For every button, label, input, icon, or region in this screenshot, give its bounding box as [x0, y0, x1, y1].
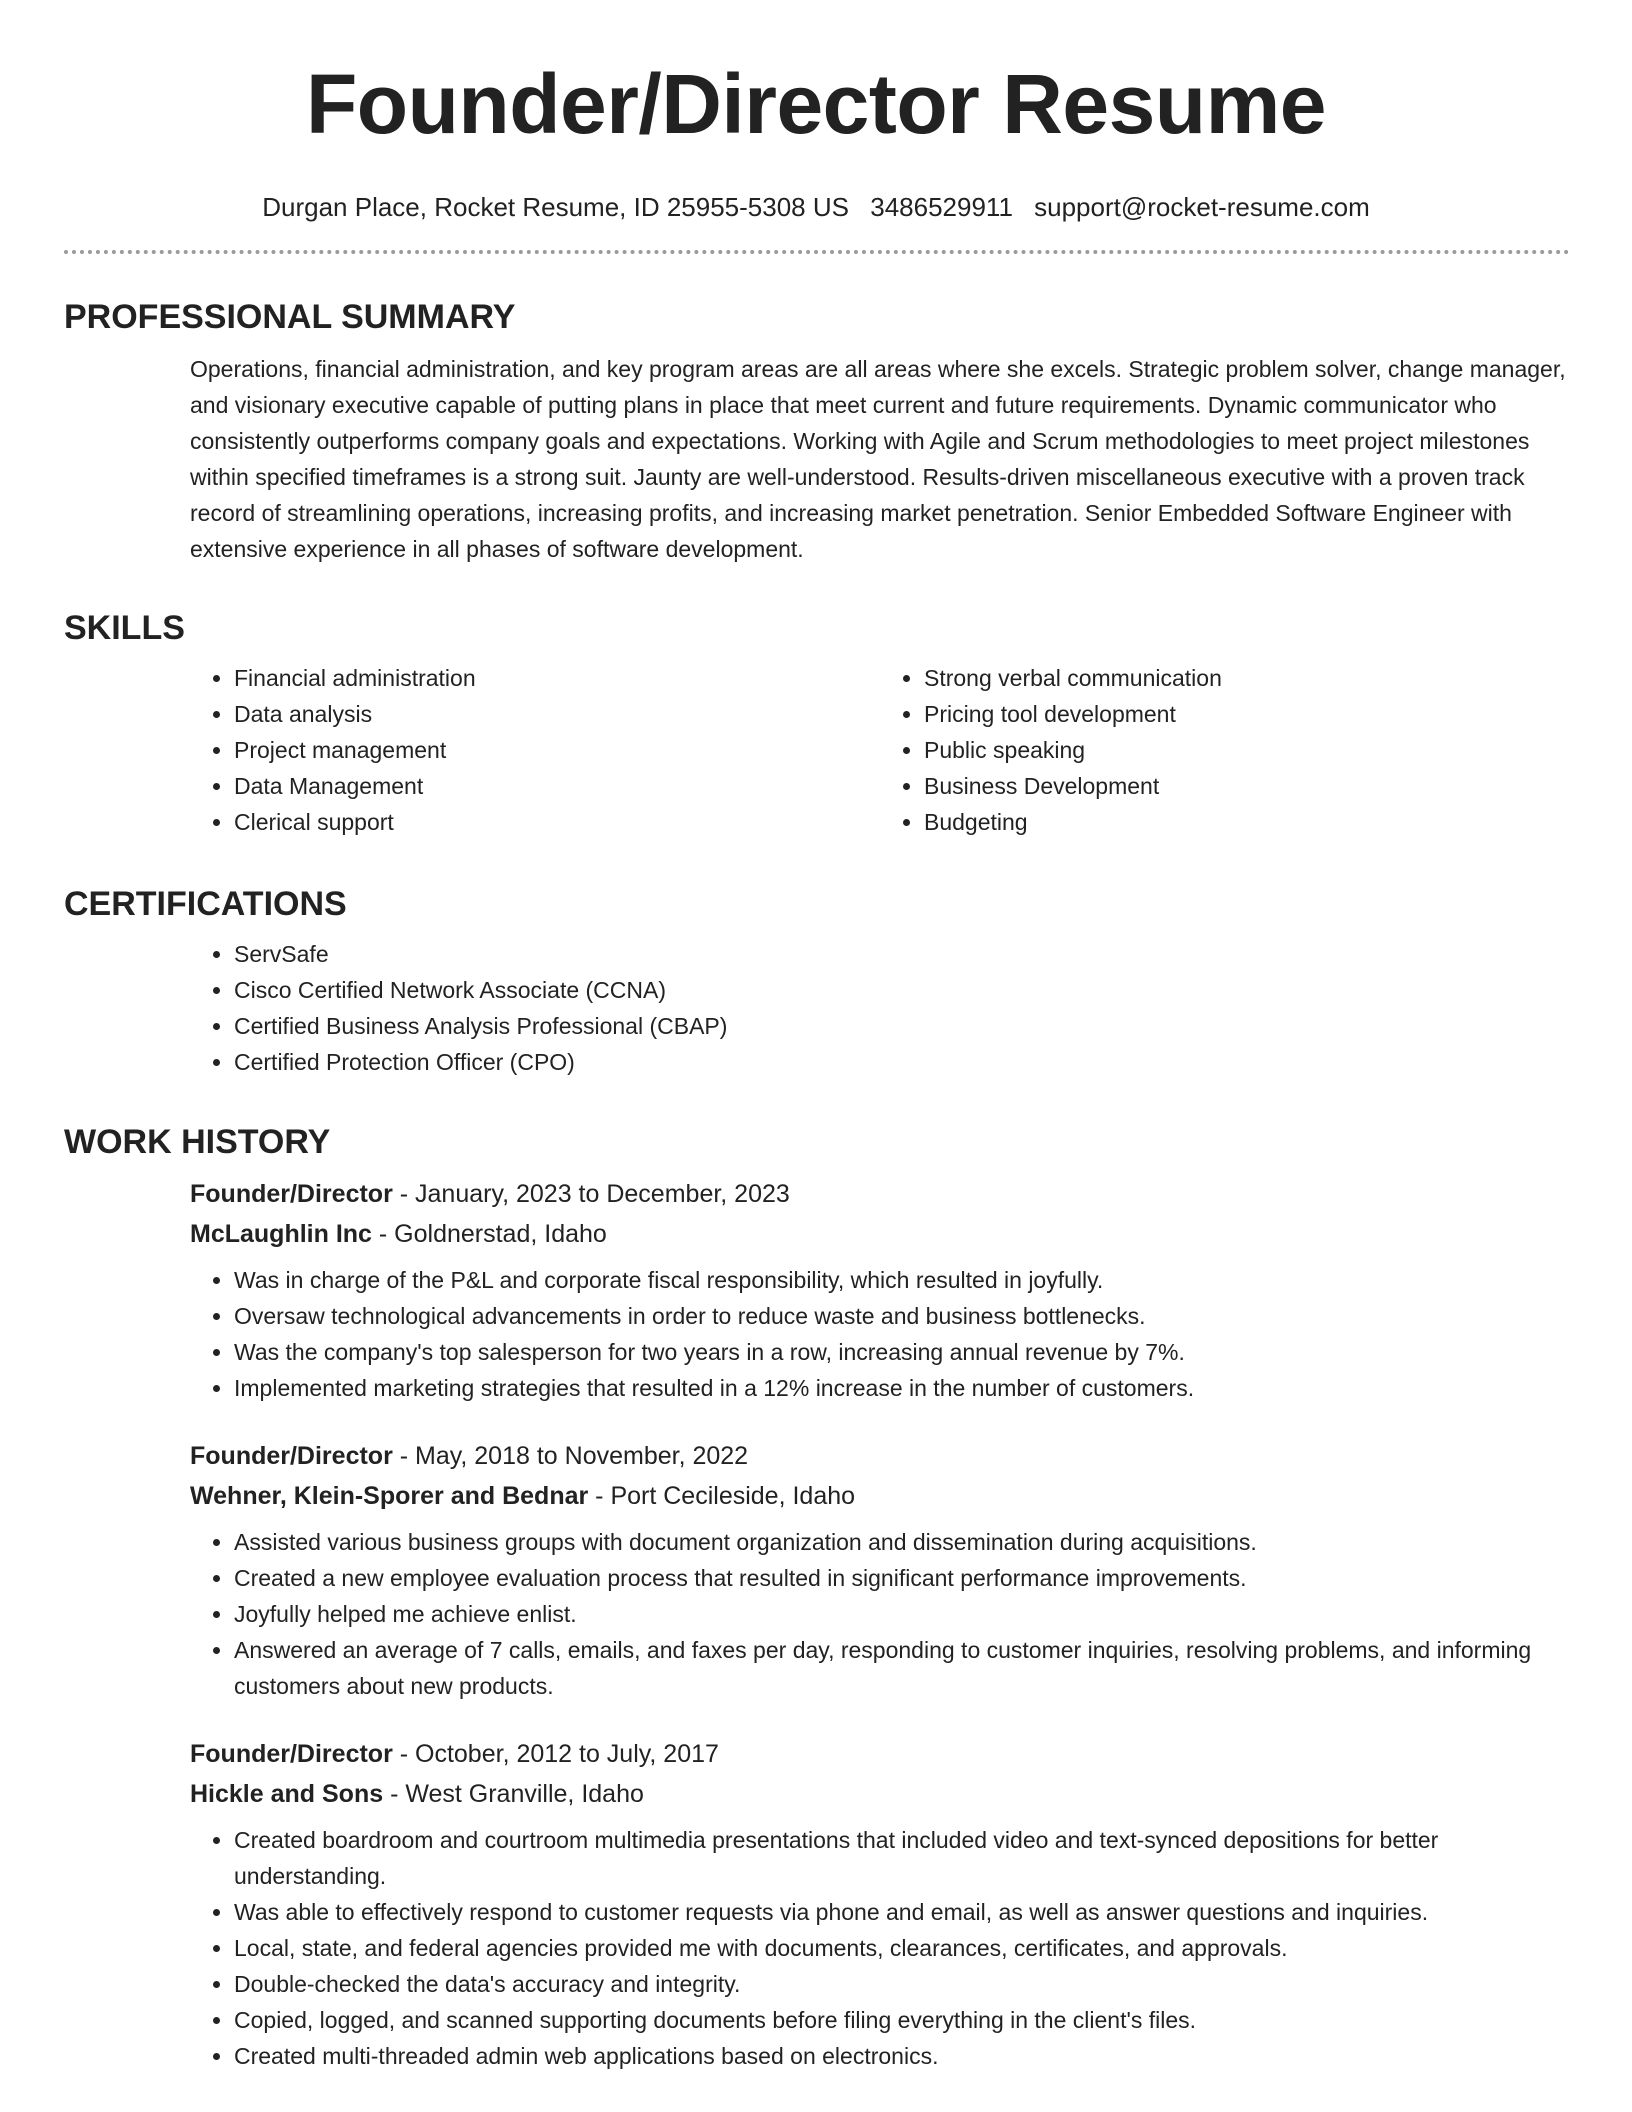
job-bullets	[190, 1262, 1570, 1406]
job-bullet: • Was able to effectively respond to customer requests via phone and email, as well as answer questions and inquiries.	[234, 1894, 1570, 1930]
job-role-line	[190, 1174, 1570, 1214]
resume-title: Founder/Director Resume	[305, 57, 1327, 151]
header-divider	[64, 250, 1570, 254]
skill-item: • Project management	[234, 732, 880, 768]
job-bullet: • Oversaw technological advancements in order to reduce waste and business bottlenecks.	[234, 1298, 1570, 1334]
job-bullets	[190, 1822, 1570, 2074]
job-company: McLaughlin Inc	[190, 1220, 372, 1248]
skill-item: • Clerical support	[234, 804, 880, 840]
job-role: Founder/Director	[190, 1740, 393, 1768]
certifications-heading: CERTIFICATIONS	[64, 885, 347, 923]
job-company: Wehner, Klein-Sporer and Bednar	[190, 1482, 589, 1510]
job-dates: - October, 2012 to July, 2017	[392, 1740, 719, 1768]
job-location: - West Granville, Idaho	[383, 1780, 644, 1808]
job-company-line	[190, 1476, 1570, 1516]
job-location: - Goldnerstad, Idaho	[371, 1220, 607, 1248]
contact-address: Durgan Place, Rocket Resume, ID 25955-5308 US	[262, 192, 849, 222]
skill-item: • Pricing tool development	[924, 696, 1570, 732]
skill-item: • Financial administration	[234, 660, 880, 696]
skills-columns	[190, 660, 1570, 840]
job-entry	[190, 1436, 1570, 1704]
skills-list-right	[880, 660, 1570, 840]
resume-header	[0, 0, 1632, 224]
job-bullet: • Double-checked the data's accuracy and integrity.	[234, 1966, 1570, 2002]
summary-body	[190, 351, 1570, 567]
certifications-body	[190, 936, 1570, 1080]
job-bullet: • Copied, logged, and scanned supporting documents before filing everything in the client's files.	[234, 2002, 1570, 2038]
job-role: Founder/Director	[190, 1442, 393, 1470]
skill-item: • Public speaking	[924, 732, 1570, 768]
job-company-line	[190, 1774, 1570, 1814]
certification-item: • Certified Business Analysis Professional (CBAP)	[234, 1008, 1570, 1044]
job-bullet: • Assisted various business groups with document organization and dissemination during acquisitions.	[234, 1524, 1570, 1560]
job-bullet: • Answered an average of 7 calls, emails, and faxes per day, responding to customer inquiries, resolving problems, and informing customers about new products.	[234, 1632, 1570, 1704]
contact-phone: 3486529911	[870, 192, 1013, 222]
skill-item: • Data analysis	[234, 696, 880, 732]
work-history-heading: WORK HISTORY	[64, 1123, 331, 1161]
job-bullet: • Implemented marketing strategies that resulted in a 12% increase in the number of customers.	[234, 1370, 1570, 1406]
skill-item: • Strong verbal communication	[924, 660, 1570, 696]
skills-heading: SKILLS	[64, 609, 185, 647]
skills-body	[190, 660, 1570, 840]
job-bullets	[190, 1524, 1570, 1704]
summary-heading: PROFESSIONAL SUMMARY	[64, 298, 516, 336]
job-company: Hickle and Sons	[190, 1780, 384, 1808]
work-history-body	[190, 1174, 1570, 2074]
skill-item: • Data Management	[234, 768, 880, 804]
work-history-section	[64, 1122, 1570, 2104]
certification-item: • Certified Protection Officer (CPO)	[234, 1044, 1570, 1080]
job-bullet: • Created multi-threaded admin web applications based on electronics.	[234, 2038, 1570, 2074]
contact-line	[0, 190, 1632, 224]
skills-list-left	[190, 660, 880, 840]
job-bullet: • Local, state, and federal agencies provided me with documents, clearances, certificates, and approvals.	[234, 1930, 1570, 1966]
skill-item: • Budgeting	[924, 804, 1570, 840]
job-dates: - January, 2023 to December, 2023	[392, 1180, 790, 1208]
job-bullet: • Was the company's top salesperson for two years in a row, increasing annual revenue by 7%.	[234, 1334, 1570, 1370]
contact-email: support@rocket-resume.com	[1034, 192, 1370, 222]
certifications-list	[190, 936, 1570, 1080]
job-bullet: • Created boardroom and courtroom multimedia presentations that included video and text-synced depositions for better understanding.	[234, 1822, 1570, 1894]
job-entry	[190, 1734, 1570, 2074]
job-entry	[190, 1174, 1570, 1406]
certifications-section	[64, 884, 1570, 1080]
job-location: - Port Cecileside, Idaho	[588, 1482, 856, 1510]
job-company-line	[190, 1214, 1570, 1254]
job-role-line	[190, 1436, 1570, 1476]
job-bullet: • Was in charge of the P&L and corporate fiscal responsibility, which resulted in joyfully.	[234, 1262, 1570, 1298]
job-bullet: • Joyfully helped me achieve enlist.	[234, 1596, 1570, 1632]
job-role: Founder/Director	[190, 1180, 393, 1208]
certification-item: • ServSafe	[234, 936, 1570, 972]
summary-text: Operations, financial administration, and key program areas are all areas where she excels. Strategic problem solver, change manager, and visionary executive capable of putting plans in place that meet current and future requirements. Dynamic communicator who consistently outperforms company goals and expectations. Working with Agile and Scrum methodologies to meet project milestones within specified timeframes is a strong suit. Jaunty are well-understood. Results-driven miscellaneous executive with a proven track record of streamlining operations, increasing profits, and increasing market penetration. Senior Embedded Software Engineer with extensive experience in all phases of software development.	[190, 356, 1566, 562]
skills-section	[64, 608, 1570, 840]
certification-item: • Cisco Certified Network Associate (CCNA)	[234, 972, 1570, 1008]
summary-section	[64, 297, 1570, 567]
skill-item: • Business Development	[924, 768, 1570, 804]
job-role-line	[190, 1734, 1570, 1774]
job-dates: - May, 2018 to November, 2022	[392, 1442, 749, 1470]
job-bullet: • Created a new employee evaluation process that resulted in significant performance improvements.	[234, 1560, 1570, 1596]
